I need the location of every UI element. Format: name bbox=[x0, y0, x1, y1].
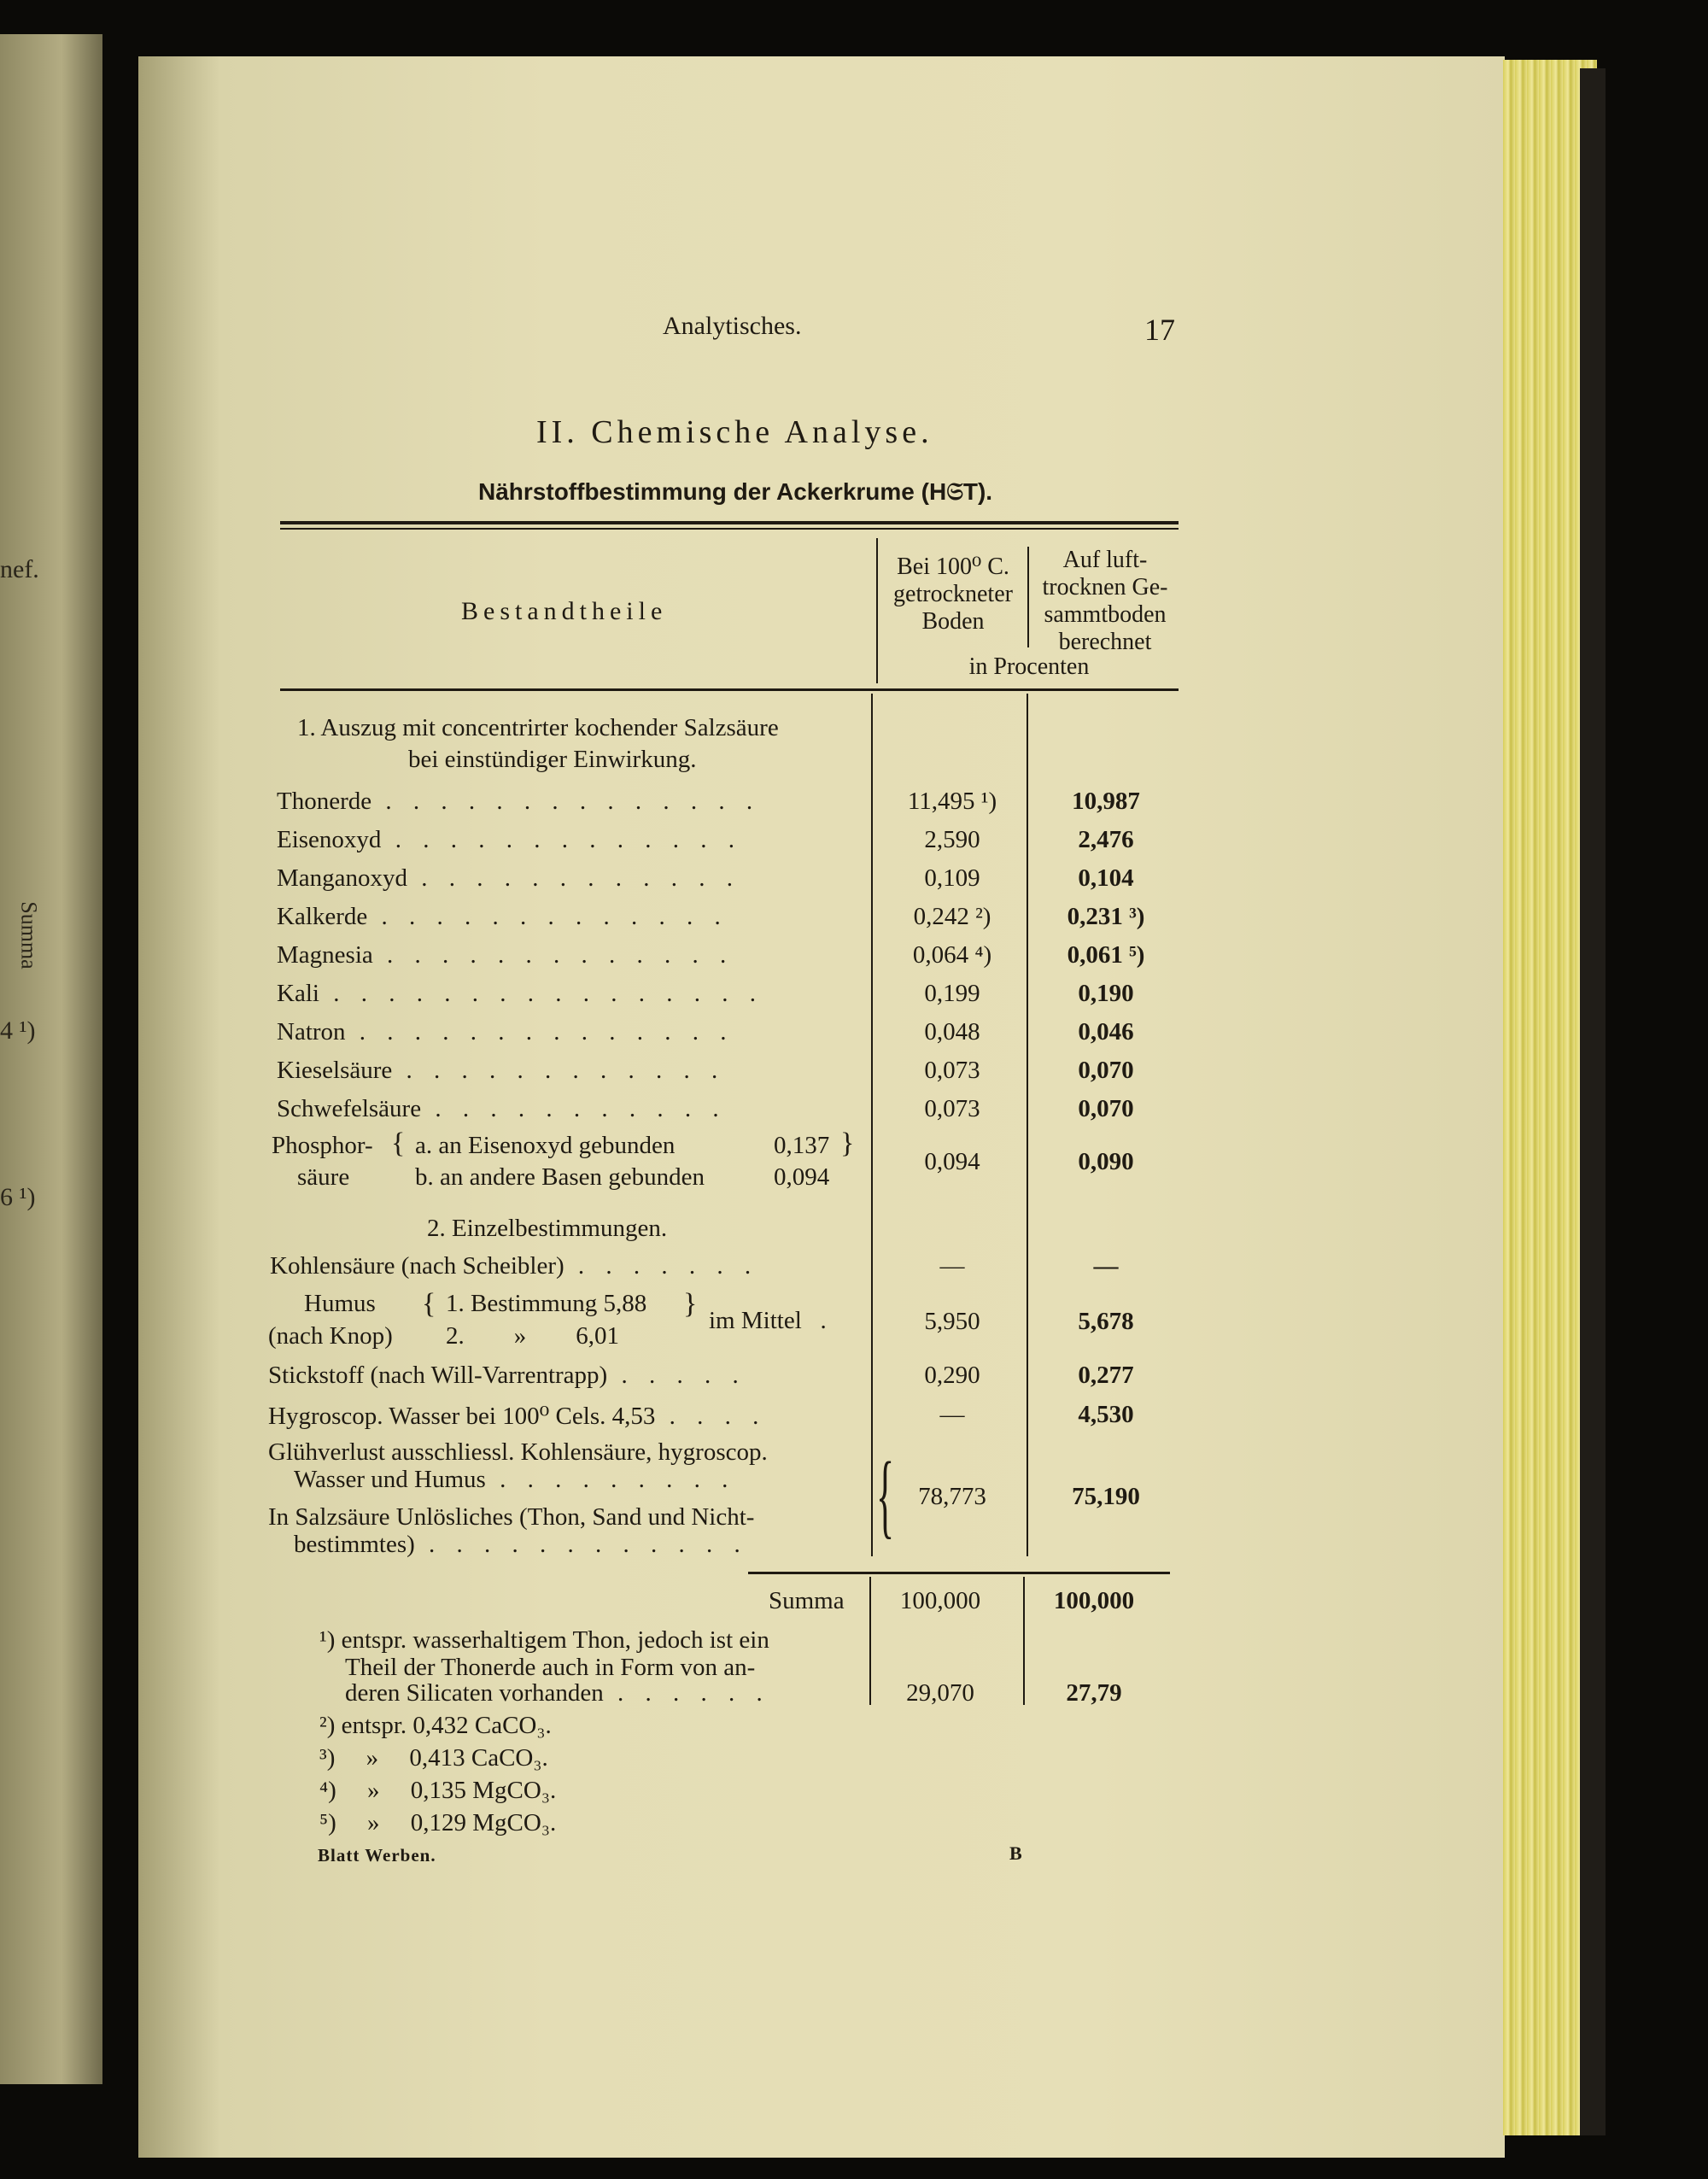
footnote-value-dry: 29,070 bbox=[906, 1679, 974, 1707]
value-air: 0,070 bbox=[1078, 1057, 1134, 1084]
leader-dots: . . . . . . . . . . . . . . bbox=[345, 1018, 734, 1046]
column-header-line: berechnet bbox=[1058, 629, 1152, 655]
section-heading: bei einstündiger Einwirkung. bbox=[408, 746, 697, 773]
row-label: Glühverlust ausschliessl. Kohlensäure, hygroscop. bbox=[268, 1438, 768, 1466]
section-heading: 1. Auszug mit concentrirter kochender Salzsäure bbox=[297, 714, 779, 741]
row-label: Phosphor- bbox=[272, 1132, 373, 1159]
value-air: 0,070 bbox=[1078, 1095, 1134, 1122]
left-page-edge bbox=[0, 34, 102, 2084]
value-dry: 11,495 ¹) bbox=[907, 788, 997, 815]
table-row bbox=[277, 980, 763, 1008]
left-page-fragment: 6 ¹) bbox=[0, 1183, 36, 1211]
value-air: 0,090 bbox=[1078, 1148, 1134, 1175]
leader-dots: . . . . bbox=[655, 1403, 767, 1430]
brace: { bbox=[876, 1443, 895, 1547]
footnote: ³) » 0,413 CaCO₃. bbox=[319, 1744, 548, 1772]
left-brace: { bbox=[391, 1128, 406, 1159]
value-air: 0,104 bbox=[1078, 864, 1134, 892]
row-label: Schwefelsäure bbox=[277, 1095, 422, 1122]
running-title: Analytisches. bbox=[663, 312, 802, 340]
sub-row-label: a. an Eisenoxyd gebunden bbox=[415, 1132, 676, 1159]
footnote bbox=[345, 1679, 770, 1707]
value-dry: 78,773 bbox=[918, 1483, 986, 1510]
column-header-air bbox=[1032, 547, 1179, 656]
table-row bbox=[294, 1531, 748, 1559]
value-dry: 0,094 bbox=[924, 1148, 980, 1175]
table-row bbox=[277, 941, 734, 969]
table-row bbox=[270, 1252, 758, 1280]
footnote: ¹) entspr. wasserhaltigem Thon, jedoch ist ein bbox=[319, 1626, 769, 1654]
value-dry: 0,290 bbox=[924, 1362, 980, 1389]
footnote-text: deren Silicaten vorhanden bbox=[345, 1679, 604, 1707]
sheet-label: Blatt Werben. bbox=[318, 1845, 436, 1866]
value-air: 75,190 bbox=[1072, 1483, 1140, 1510]
table-row bbox=[268, 1401, 766, 1431]
sub-row-value: 0,094 bbox=[774, 1163, 830, 1191]
sub-row-label: b. an andere Basen gebunden bbox=[415, 1163, 705, 1191]
value-air: 0,231 ³) bbox=[1067, 903, 1145, 930]
leader-dots: . . . . . . . . . bbox=[485, 1466, 736, 1493]
value-air: 2,476 bbox=[1078, 826, 1134, 853]
row-label: Stickstoff (nach Will-Varrentrapp) bbox=[268, 1362, 608, 1389]
header-rule bbox=[280, 688, 1179, 691]
unit-label: in Procenten bbox=[968, 653, 1090, 680]
book-cover bbox=[1580, 68, 1606, 2135]
row-label: bestimmtes) bbox=[294, 1531, 415, 1558]
value-air: 0,277 bbox=[1078, 1362, 1134, 1389]
leader-dots: . . . . . . . . . . . . . . . . bbox=[319, 980, 763, 1007]
row-label: In Salzsäure Unlösliches (Thon, Sand und Nicht- bbox=[268, 1503, 755, 1531]
row-label: Wasser und Humus bbox=[294, 1466, 486, 1493]
row-label: Kali bbox=[277, 980, 319, 1007]
leader-dots: . . . . . . . . . . . bbox=[421, 1095, 727, 1122]
value-dry: 5,950 bbox=[924, 1308, 980, 1335]
leader-dots: . . . . . . . . . . . . . bbox=[372, 941, 734, 969]
value-air: 10,987 bbox=[1072, 788, 1140, 815]
column-header-line: Bei 100⁰ C. bbox=[897, 554, 1009, 580]
table-row bbox=[277, 1018, 734, 1046]
row-label: Manganoxyd bbox=[277, 864, 408, 892]
leader-dots: . . . . . . . . . . . . . bbox=[367, 903, 728, 930]
row-label: Magnesia bbox=[277, 941, 373, 969]
column-label: Bestandtheile bbox=[461, 597, 668, 625]
value-dry: 0,109 bbox=[924, 864, 980, 892]
row-label: Kalkerde bbox=[277, 903, 368, 930]
value-air: 0,061 ⁵) bbox=[1067, 941, 1145, 969]
table-row bbox=[277, 1095, 727, 1123]
summa-label: Summa bbox=[769, 1587, 845, 1614]
value-dry: 0,242 ²) bbox=[913, 903, 991, 930]
table-row bbox=[294, 1466, 735, 1494]
value-air: 0,190 bbox=[1078, 980, 1134, 1007]
table-row bbox=[268, 1362, 746, 1390]
table-row bbox=[277, 788, 760, 816]
left-page-fragment: nef. bbox=[0, 555, 39, 583]
humus-mean-text: im Mittel bbox=[709, 1307, 802, 1334]
section-heading: 2. Einzelbestimmungen. bbox=[427, 1215, 668, 1242]
value-dry: — bbox=[939, 1401, 965, 1428]
right-brace: } bbox=[840, 1128, 855, 1159]
leader-dots: . . . . . bbox=[607, 1362, 746, 1389]
leader-dots: . . . . . . . bbox=[564, 1252, 759, 1280]
row-label: säure bbox=[297, 1163, 350, 1191]
humus-measurement: 1. Bestimmung 5,88 bbox=[446, 1290, 647, 1317]
humus-measurement: 2. » 6,01 bbox=[446, 1322, 619, 1350]
table-row bbox=[277, 1057, 725, 1085]
value-dry: 0,064 ⁴) bbox=[912, 941, 992, 969]
footnote-value-air: 27,79 bbox=[1066, 1679, 1122, 1707]
row-label: Humus bbox=[304, 1290, 376, 1317]
value-dry: 2,590 bbox=[924, 826, 980, 853]
table-row bbox=[277, 903, 728, 931]
row-label: Hygroscop. Wasser bei 100⁰ Cels. 4,53 bbox=[268, 1403, 656, 1430]
column-divider bbox=[871, 694, 873, 1556]
column-divider bbox=[1027, 694, 1028, 1556]
footnote: Theil der Thonerde auch in Form von an- bbox=[345, 1654, 756, 1681]
footnote: ²) entspr. 0,432 CaCO₃. bbox=[319, 1712, 552, 1739]
leader-dots: . . . . . . . . . . . . . . bbox=[371, 788, 761, 815]
leader-dots: . . . . . . bbox=[603, 1679, 770, 1707]
summa-rule bbox=[748, 1572, 1170, 1574]
row-label: Kieselsäure bbox=[277, 1057, 393, 1084]
column-header-line: Boden bbox=[921, 608, 985, 635]
signature-mark: B bbox=[1009, 1842, 1022, 1864]
header-subdivider bbox=[1027, 547, 1029, 647]
footnote: ⁴) » 0,135 MgCO₃. bbox=[319, 1777, 557, 1804]
value-dry: — bbox=[939, 1252, 965, 1280]
column-header-dry bbox=[880, 554, 1027, 636]
column-header-line: trocknen Ge- bbox=[1042, 574, 1168, 600]
leader-dots: . bbox=[801, 1307, 827, 1334]
column-header-line: Auf luft- bbox=[1062, 547, 1148, 573]
leader-dots: . . . . . . . . . . . . bbox=[407, 864, 741, 892]
footnote: ⁵) » 0,129 MgCO₃. bbox=[319, 1809, 557, 1836]
value-air: — bbox=[1093, 1252, 1119, 1280]
value-dry: 0,048 bbox=[924, 1018, 980, 1046]
column-header-line: getrockneter bbox=[893, 581, 1013, 607]
column-header-line: sammtboden bbox=[1044, 601, 1167, 628]
table-caption: Nährstoffbestimmung der Ackerkrume (H𝔖T). bbox=[478, 478, 993, 505]
top-rule-thin bbox=[280, 528, 1179, 530]
value-air: 0,046 bbox=[1078, 1018, 1134, 1046]
row-label: Natron bbox=[277, 1018, 346, 1046]
leader-dots: . . . . . . . . . . . . bbox=[392, 1057, 726, 1084]
page-number: 17 bbox=[1144, 313, 1175, 347]
sub-row-value: 0,137 bbox=[774, 1132, 830, 1159]
humus-mean-label bbox=[709, 1307, 827, 1335]
header-divider bbox=[876, 538, 878, 683]
left-brace: { bbox=[422, 1288, 436, 1320]
value-air: 5,678 bbox=[1078, 1308, 1134, 1335]
row-label: Thonerde bbox=[277, 788, 372, 815]
value-dry: 0,073 bbox=[924, 1095, 980, 1122]
row-label: Kohlensäure (nach Scheibler) bbox=[270, 1252, 564, 1280]
leader-dots: . . . . . . . . . . . . bbox=[414, 1531, 748, 1558]
summa-value-dry: 100,000 bbox=[899, 1587, 981, 1614]
top-rule bbox=[280, 521, 1179, 524]
value-dry: 0,199 bbox=[924, 980, 980, 1007]
left-page-fragment: Summa bbox=[16, 901, 42, 969]
row-label: (nach Knop) bbox=[268, 1322, 393, 1350]
row-label: Eisenoxyd bbox=[277, 826, 382, 853]
leader-dots: . . . . . . . . . . . . . bbox=[381, 826, 742, 853]
page-title: II. Chemische Analyse. bbox=[536, 414, 933, 450]
value-air: 4,530 bbox=[1078, 1401, 1134, 1428]
table-row bbox=[277, 864, 740, 893]
left-page-fragment: 4 ¹) bbox=[0, 1016, 36, 1045]
right-brace: } bbox=[683, 1288, 698, 1320]
summa-value-air: 100,000 bbox=[1053, 1587, 1135, 1614]
table-row bbox=[277, 826, 742, 854]
value-dry: 0,073 bbox=[924, 1057, 980, 1084]
